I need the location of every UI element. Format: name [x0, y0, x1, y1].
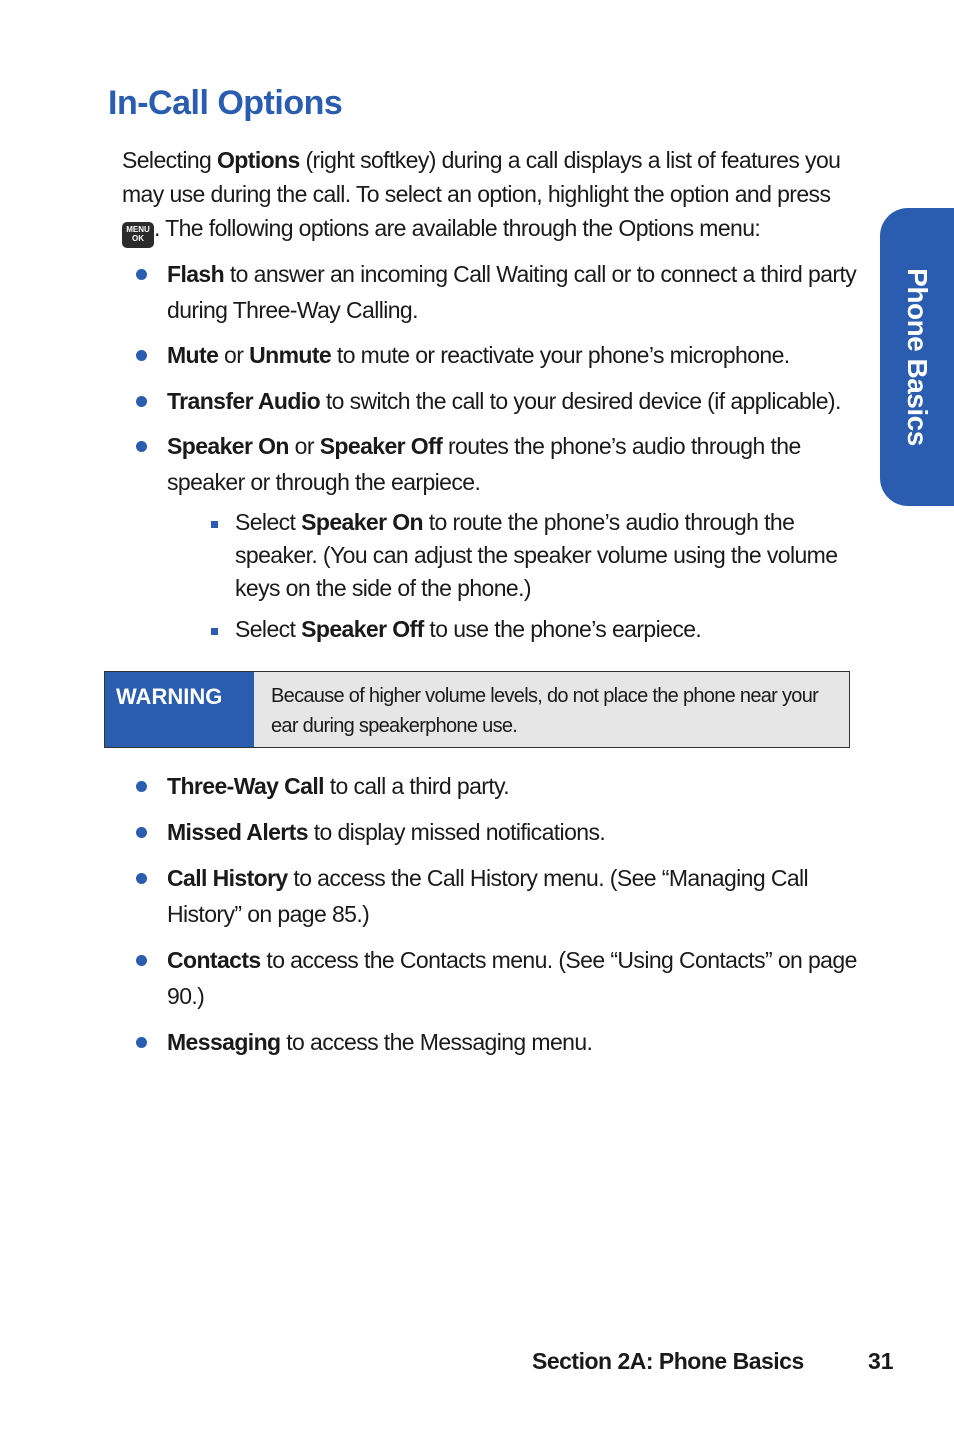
option-term: Contacts	[167, 947, 261, 973]
option-description: to mute or reactivate your phone’s microphone.	[331, 342, 790, 368]
side-tab-label: Phone Basics	[902, 268, 933, 446]
speaker-sub-list	[167, 506, 867, 646]
option-term: Flash	[167, 261, 225, 287]
option-term: Unmute	[249, 342, 332, 368]
list-item-missed-alerts	[0, 814, 867, 850]
options-list-1	[0, 256, 867, 646]
intro-text: (right softkey) during a call displays a list of features you may use during the call. To select an option, highlight the option and press	[122, 147, 841, 207]
page-number: 31	[868, 1348, 894, 1374]
option-description: to switch the call to your desired device (if applicable).	[320, 388, 841, 414]
menu-key-top-label: MENU	[126, 225, 150, 234]
list-item-contacts	[0, 942, 867, 1014]
option-description: to display missed notifications.	[307, 819, 606, 845]
list-item-messaging	[0, 1024, 867, 1060]
option-description: to access the Contacts menu. (See “Using Contacts” on page 90.)	[167, 947, 857, 1009]
menu-key-bottom-label: OK	[132, 234, 144, 243]
list-item-call-history	[0, 860, 867, 932]
option-term: Speaker Off	[319, 433, 443, 459]
list-item-flash	[0, 256, 867, 328]
option-connector: or	[288, 433, 320, 459]
list-item-mute	[0, 337, 867, 373]
warning-label: WARNING	[105, 672, 254, 747]
option-term: Three-Way Call	[167, 773, 324, 799]
sub-item-speaker-on	[235, 506, 840, 605]
page-title: In-Call Options	[108, 84, 343, 122]
sub-item-term: Speaker Off	[301, 616, 424, 642]
list-item-transfer-audio	[0, 383, 867, 419]
sub-item-text: to route the phone’s audio through the speaker. (You can adjust the speaker volume using the volume keys on the side of the phone.)	[235, 509, 838, 601]
sub-item-text: Select	[235, 616, 302, 642]
option-description: to access the Messaging menu.	[280, 1029, 593, 1055]
option-term: Transfer Audio	[167, 388, 321, 414]
intro-paragraph	[122, 143, 842, 248]
intro-options-term: Options	[217, 147, 300, 173]
list-item-speaker	[0, 428, 867, 646]
option-term: Call History	[167, 865, 288, 891]
sub-item-term: Speaker On	[301, 509, 423, 535]
intro-text: Selecting	[122, 147, 218, 173]
option-description: to answer an incoming Call Waiting call or to connect a third party during Three-Way Calling.	[167, 261, 857, 323]
option-term: Missed Alerts	[167, 819, 308, 845]
sub-item-speaker-off	[235, 613, 840, 646]
intro-text: . The following options are available through the Options menu:	[154, 215, 761, 241]
section-side-tab	[880, 208, 954, 506]
warning-text: Because of higher volume levels, do not place the phone near your ear during speakerphone use.	[254, 672, 849, 747]
menu-ok-key-icon	[122, 222, 154, 248]
list-item-three-way-call	[0, 768, 867, 804]
option-term: Mute	[167, 342, 219, 368]
option-connector: or	[218, 342, 250, 368]
warning-box	[104, 671, 850, 748]
option-term: Speaker On	[167, 433, 289, 459]
sub-item-text: Select	[235, 509, 302, 535]
option-term: Messaging	[167, 1029, 281, 1055]
options-list-2	[0, 768, 867, 1060]
option-description: routes the phone’s audio through the speaker or through the earpiece.	[167, 433, 801, 495]
option-description: to call a third party.	[323, 773, 510, 799]
sub-item-text: to use the phone’s earpiece.	[423, 616, 702, 642]
footer-section-title: Section 2A: Phone Basics	[532, 1348, 804, 1374]
option-description: to access the Call History menu. (See “Managing Call History” on page 85.)	[167, 865, 809, 927]
